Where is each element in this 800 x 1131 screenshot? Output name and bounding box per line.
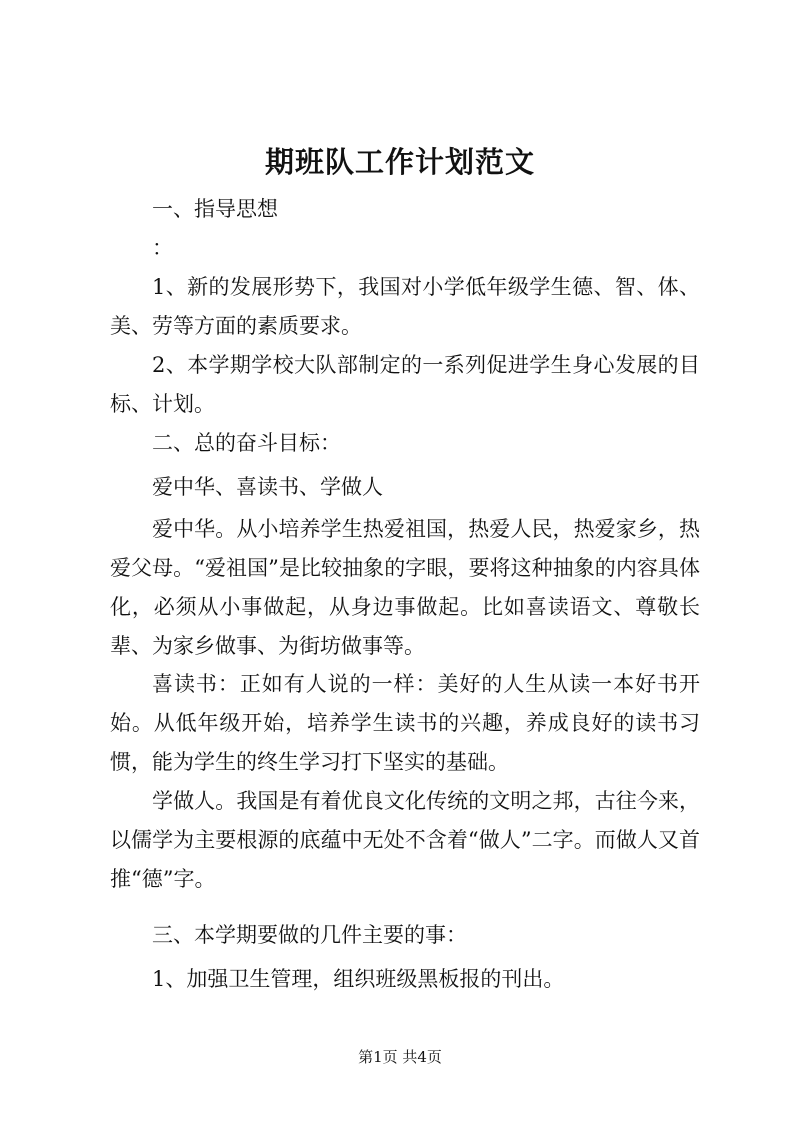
paragraph-item-2: 2、本学期学校大队部制定的一系列促进学生身心发展的目标、计划。 bbox=[110, 353, 700, 416]
heading-overall-goal: 二、总的奋斗目标： bbox=[152, 431, 341, 455]
paragraph-love-china: 爱中华。从小培养学生热爱祖国，热爱人民，热爱家乡，热爱父母。“爱祖国”是比较抽象的字眼，要将这种抽象的内容具体化，必须从小事做起，从身边事做起。比如喜读语文、尊敬长辈、为家乡做事、为街坊做事等。 bbox=[110, 517, 700, 658]
heading-main-tasks: 三、本学期要做的几件主要的事： bbox=[152, 923, 467, 947]
paragraph-love-reading: 喜读书：正如有人说的一样：美好的人生从读一本好书开始。从低年级开始，培养学生读书的兴趣，养成良好的读书习惯，能为学生的终生学习打下坚实的基础。 bbox=[110, 672, 700, 774]
document-title: 期班队工作计划范文 bbox=[264, 145, 535, 179]
heading-guiding-thought: 一、指导思想 bbox=[152, 197, 278, 221]
paragraph-task-1: 1、加强卫生管理，组织班级黑板报的刊出。 bbox=[152, 967, 565, 991]
paragraph-colon: ： bbox=[152, 236, 173, 260]
page-footer: 第1页 共4页 bbox=[358, 1048, 442, 1066]
paragraph-item-1: 1、新的发展形势下，我国对小学低年级学生德、智、体、美、劳等方面的素质要求。 bbox=[110, 275, 700, 338]
paragraph-learn-conduct: 学做人。我国是有着优良文化传统的文明之邦，古往今来，以儒学为主要根源的底蕴中无处不含着“做人”二字。而做人又首推“德”字。 bbox=[110, 789, 700, 891]
paragraph-goal-summary: 爱中华、喜读书、学做人 bbox=[152, 475, 383, 499]
